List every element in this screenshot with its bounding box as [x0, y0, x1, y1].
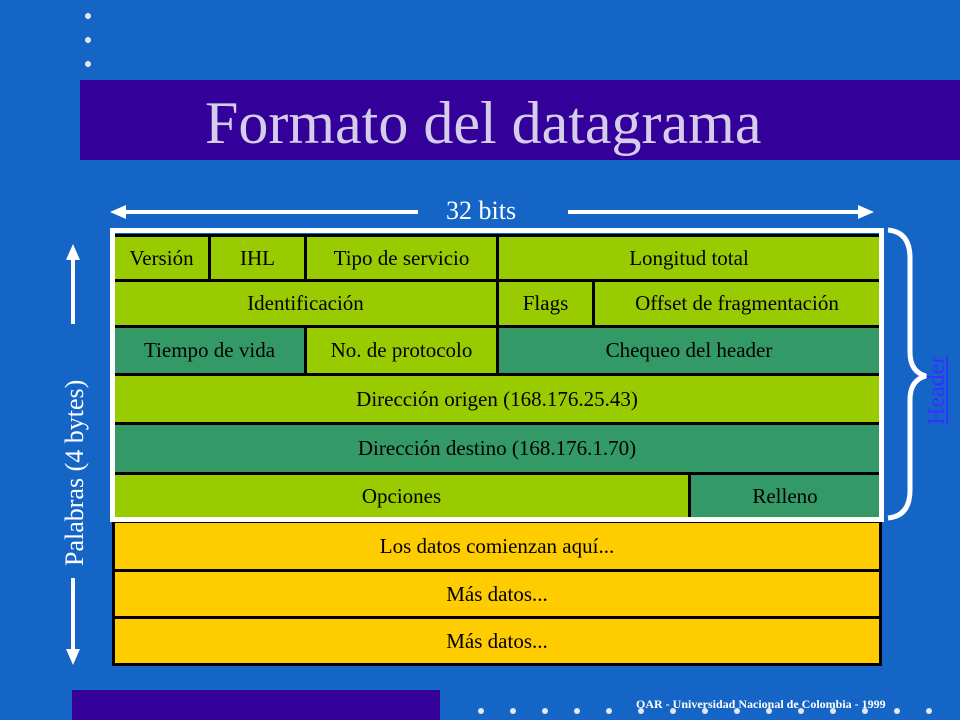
field-type-of-service: Tipo de servicio [304, 234, 499, 282]
slide-title: Formato del datagrama [205, 90, 762, 156]
width-label: 32 bits [446, 196, 517, 225]
field-total-length: Longitud total [496, 234, 882, 282]
dot [894, 708, 900, 714]
field-identification: Identificación [112, 279, 499, 328]
field-fragment-offset: Offset de fragmentación [592, 279, 882, 328]
field-ttl: Tiempo de vida [112, 325, 307, 376]
bottom-band [72, 690, 440, 720]
dot [926, 708, 932, 714]
data-row: Más datos... [112, 569, 882, 619]
dot [478, 708, 484, 714]
field-header-checksum: Chequeo del header [496, 325, 882, 376]
field-source-address: Dirección origen (168.176.25.43) [112, 373, 882, 425]
data-row: Más datos... [112, 616, 882, 666]
dot [510, 708, 516, 714]
height-label: Palabras (4 bytes) [60, 379, 89, 566]
field-ihl: IHL [208, 234, 307, 282]
field-destination-address: Dirección destino (168.176.1.70) [112, 422, 882, 475]
data-row-start: Los datos comienzan aquí... [112, 520, 882, 572]
field-flags: Flags [496, 279, 595, 328]
field-options: Opciones [112, 472, 691, 520]
dot [85, 37, 91, 43]
footer-credit: OAR - Universidad Nacional de Colombia - 1999 [636, 697, 886, 711]
header-link[interactable]: Header [924, 355, 950, 425]
field-version: Versión [112, 234, 211, 282]
dot [542, 708, 548, 714]
header-highlight-box [110, 228, 884, 522]
header-brace [888, 230, 926, 518]
field-protocol: No. de protocolo [304, 325, 499, 376]
dot [574, 708, 580, 714]
field-padding: Relleno [688, 472, 882, 520]
dot [85, 61, 91, 67]
dot [606, 708, 612, 714]
dot [85, 13, 91, 19]
